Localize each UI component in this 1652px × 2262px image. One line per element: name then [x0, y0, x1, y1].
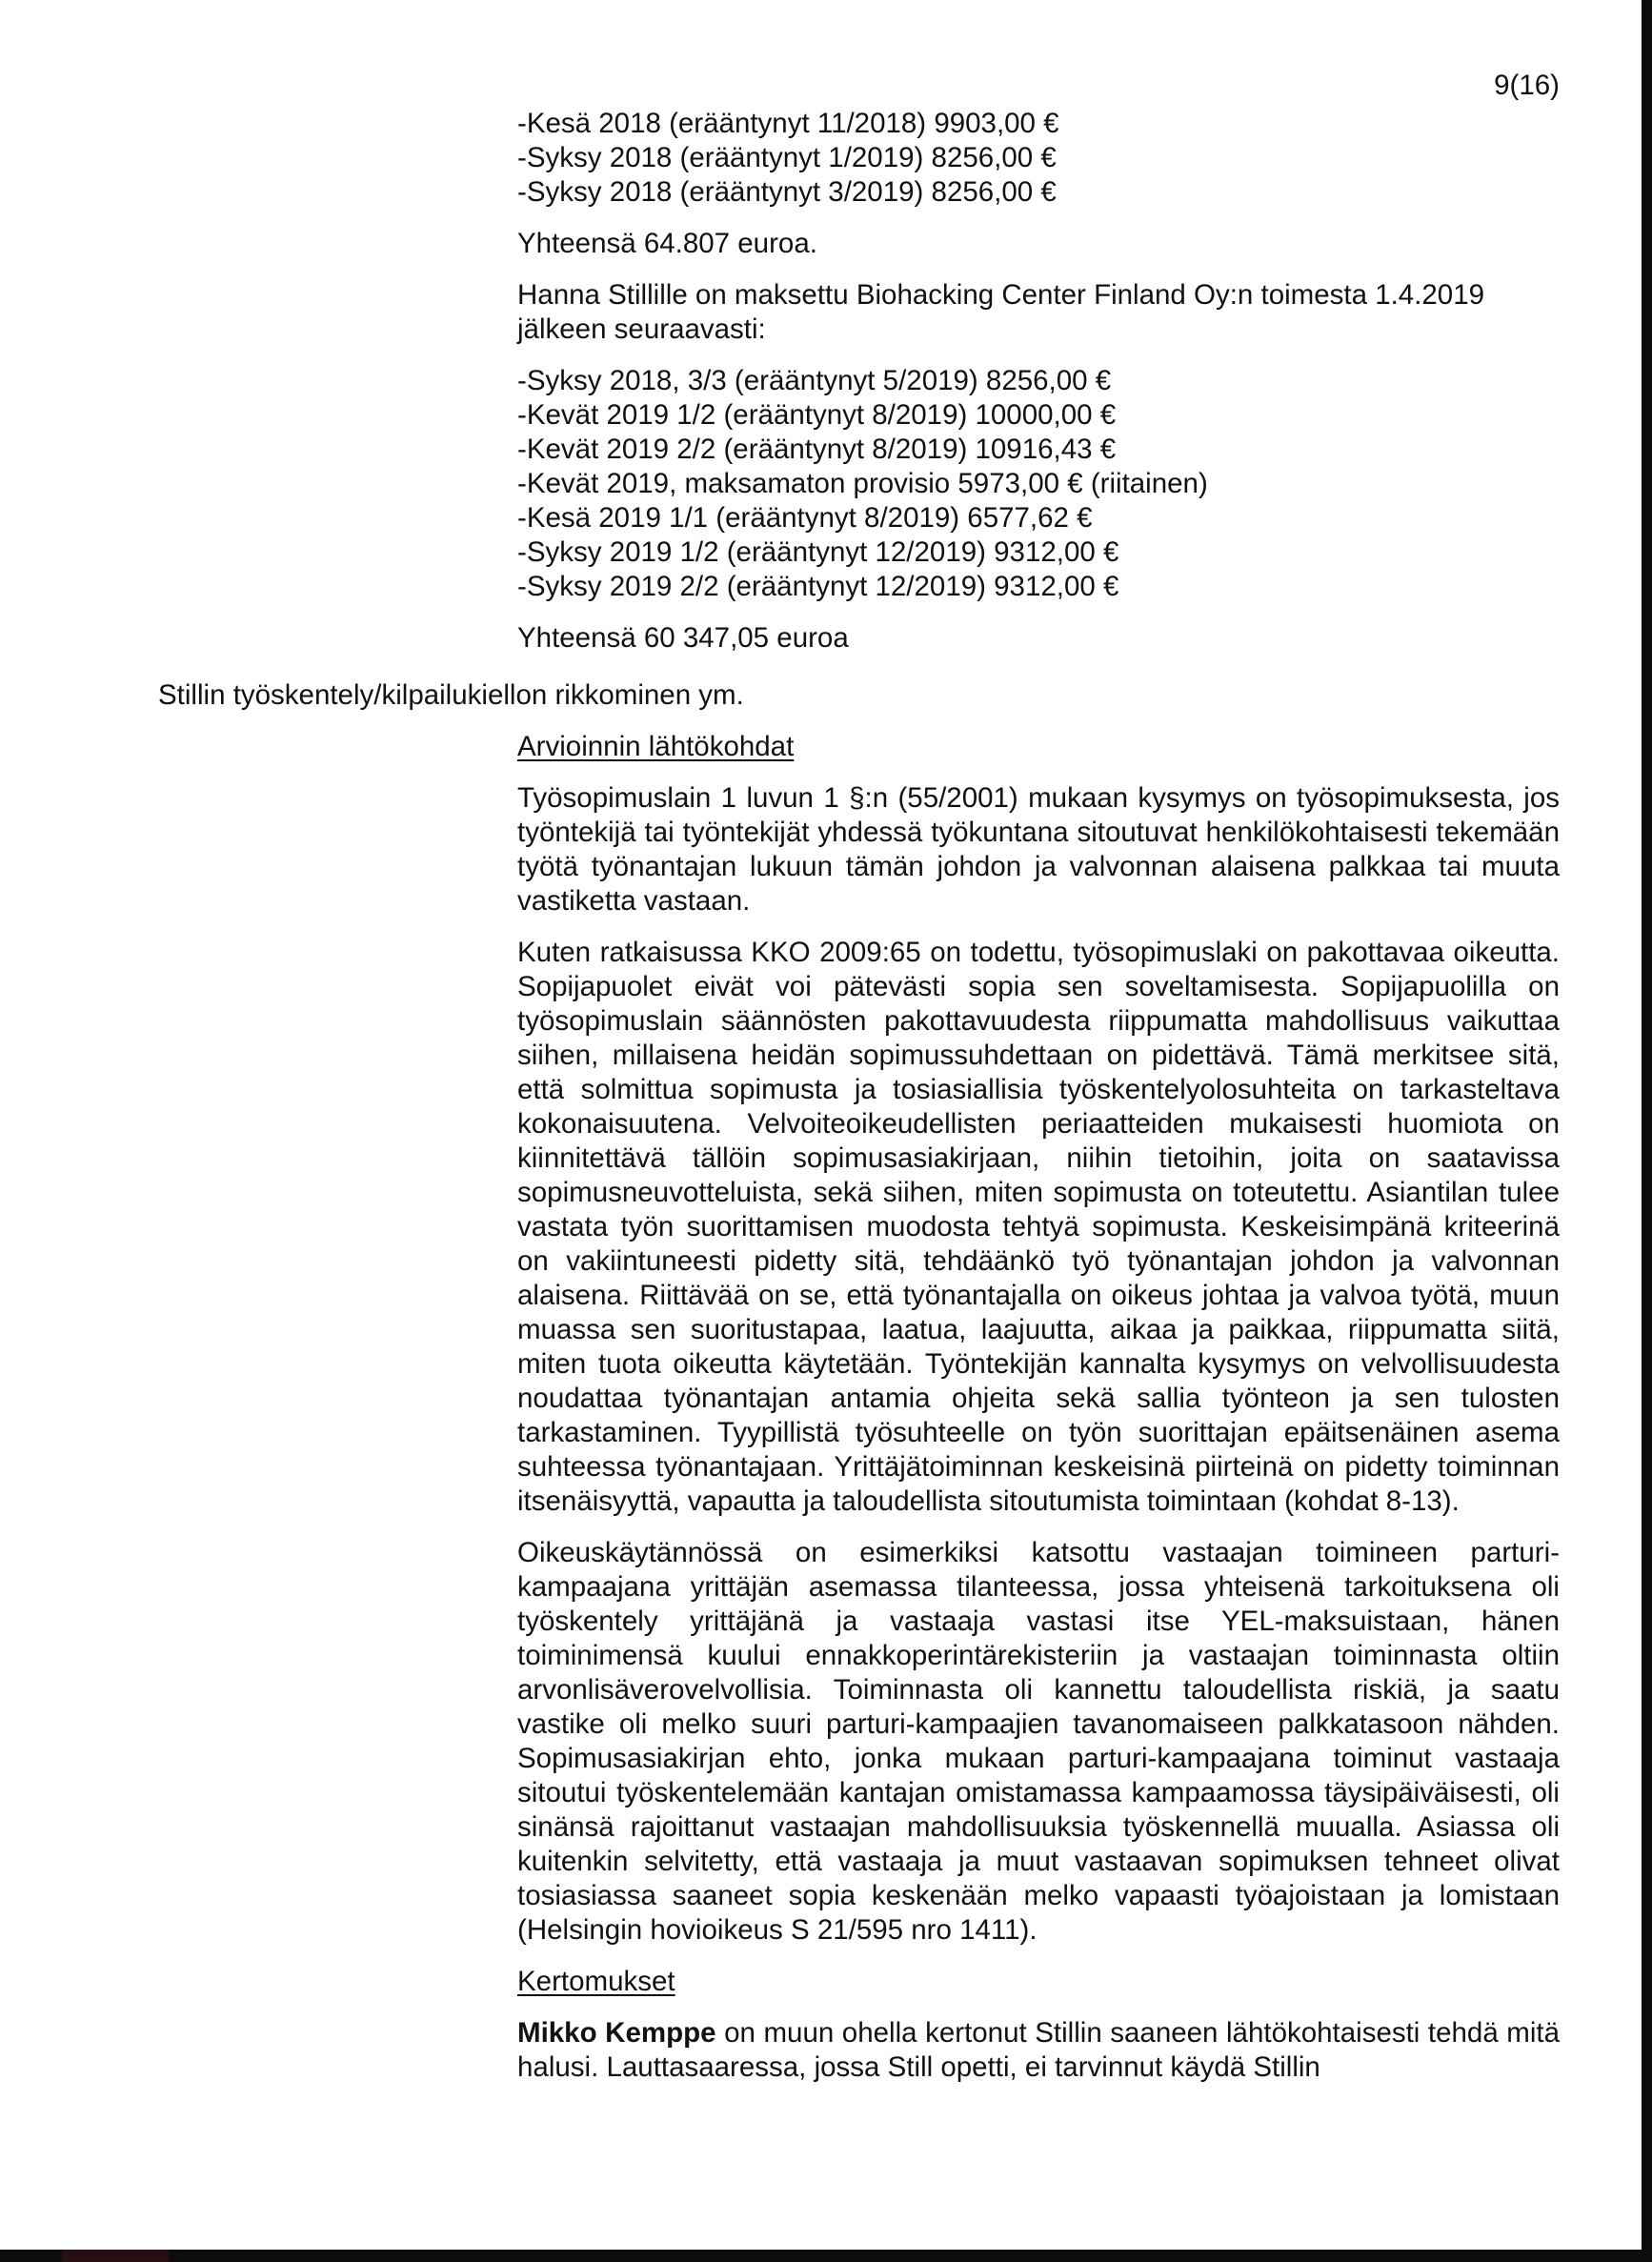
section-heading: Stillin työskentely/kilpailukiellon rikkominen ym. — [158, 679, 744, 711]
viewer-bottom-edge — [0, 2250, 1652, 2262]
list-item: -Syksy 2018 (erääntynyt 1/2019) 8256,00 € — [517, 142, 1057, 173]
subheading-starting-points: Arvioinnin lähtökohdat — [517, 731, 795, 762]
payments-after-list — [517, 364, 1560, 604]
viewer-bottom-accent — [62, 2250, 169, 2262]
page-number: 9(16) — [1494, 70, 1560, 101]
payments-after-intro: Hanna Stillille on maksettu Biohacking Center Finland Oy:n toimesta 1.4.2019 jälkeen seuraavasti: — [517, 279, 1485, 345]
list-item: -Kevät 2019 2/2 (erääntynyt 8/2019) 10916,43 € — [517, 434, 1117, 465]
list-item: -Syksy 2018 (erääntynyt 3/2019) 8256,00 € — [517, 176, 1057, 208]
witness-name: Mikko Kemppe — [517, 2017, 716, 2049]
paragraph: Oikeuskäytännössä on esimerkiksi katsottu vastaajan toimineen parturi-kampaajana yrittäjän asemassa tilanteessa, jossa yhteisenä tarkoituksena oli työskentely yrittäjänä ja vastaaja vastasi itse YEL-maksuistaan, hänen toiminimensä kuului ennakkoperintärekisteriin ja vastaajan toiminnasta oltiin arvonlisäverovelvollisia. Toiminnasta oli kannettu taloudellista riskiä, ja saatu vastike oli melko suuri parturi-kampaajien tavanomaiseen palkkatasoon nähden. Sopimusasiakirjan ehto, jonka mukaan parturi-kampaajana toiminut vastaaja sitoutui työskentelemään kantajan omistamassa kampaamossa täysipäiväisesti, oli sinänsä rajoittanut vastaajan mahdollisuuksia työskennellä muualla. Asiassa oli kuitenkin selvitetty, että vastaaja ja muut vastaavan sopimuksen tehneet olivat tosiasiassa saaneet sopia keskenään melko vapaasti työajoistaan ja lomistaan (Helsingin hovioikeus S 21/595 nro 1411). — [517, 1537, 1560, 1946]
paragraph: Kuten ratkaisussa KKO 2009:65 on todettu, työsopimuslaki on pakottavaa oikeutta. Sopijapuolet eivät voi pätevästi sopia sen soveltamisesta. Sopijapuolilla on työsopimuslain säännösten pakottavuudesta riippumatta mahdollisuus vaikuttaa siihen, millaisena heidän sopimussuhdettaan on pidettävä. Tämä merkitsee sitä, että solmittua sopimusta ja tosiasiallisia työskentelyolosuhteita on tarkasteltava kokonaisuutena. Velvoiteoikeudellisten periaatteiden mukaisesti huomiota on kiinnitettävä tällöin sopimusasiakirjaan, niihin tietoihin, joita on saatavissa sopimusneuvotteluista, sekä siihen, miten sopimusta on toteutettu. Asiantilan tulee vastata työn suorittamisen muodosta tehtyä sopimusta. Keskeisimpänä kriteerinä on vakiintuneesti pidetty sitä, tehdäänkö työ työnantajan johdon ja valvonnan alaisena. Riittävää on se, että työnantajalla on oikeus johtaa ja valvoa työtä, muun muassa sen suoritustapaa, laatua, laajuutta, aikaa ja paikkaa, riippumatta siitä, miten tuota oikeutta käytetään. Työntekijän kannalta kysymys on velvollisuudesta noudattaa työnantajan antamia ohjeita sekä sallia työnteon ja sen tulosten tarkastaminen. Tyypillistä työsuhteelle on työn suorittajan epäitsenäinen asema suhteessa työnantajaan. Yrittäjätoiminnan keskeisinä piirteinä on pidetty toiminnan itsenäisyyttä, vapautta ja taloudellista sitoutumista toimintaan (kohdat 8-13). — [517, 937, 1560, 1517]
testimony-paragraph — [517, 2016, 1560, 2085]
payments-before-total: Yhteensä 64.807 euroa. — [517, 228, 817, 259]
payments-after-total: Yhteensä 60 347,05 euroa — [517, 622, 849, 654]
payments-column — [517, 107, 1560, 656]
list-item: -Syksy 2019 2/2 (erääntynyt 12/2019) 9312,00 € — [517, 571, 1119, 602]
list-item: -Kevät 2019, maksamaton provisio 5973,00 € (riitainen) — [517, 468, 1208, 499]
payments-before-list — [517, 107, 1560, 210]
analysis-column — [517, 730, 1560, 2085]
testimony-text: on muun ohella kertonut Stillin saaneen lähtökohtaisesti tehdä mitä halusi. Lauttasaaressa, jossa Still opetti, ei tarvinnut käydä Stillin — [517, 2017, 1561, 2083]
list-item: -Kesä 2019 1/1 (erääntynyt 8/2019) 6577,62 € — [517, 502, 1093, 534]
list-item: -Kesä 2018 (erääntynyt 11/2018) 9903,00 € — [517, 108, 1059, 139]
subheading-testimonies: Kertomukset — [517, 1966, 675, 1997]
paragraph: Työsopimuslain 1 luvun 1 §:n (55/2001) mukaan kysymys on työsopimuksesta, jos työntekijä tai työntekijät yhdessä työkuntana sitoutuvat henkilökohtaisesti tekemään työtä työnantajan lukuun tämän johdon ja valvonnan alaisena palkkaa tai muuta vastiketta vastaan. — [517, 782, 1560, 917]
list-item: -Syksy 2018, 3/3 (erääntynyt 5/2019) 8256,00 € — [517, 365, 1112, 396]
list-item: -Kevät 2019 1/2 (erääntynyt 8/2019) 10000,00 € — [517, 399, 1117, 431]
list-item: -Syksy 2019 1/2 (erääntynyt 12/2019) 9312,00 € — [517, 536, 1119, 568]
